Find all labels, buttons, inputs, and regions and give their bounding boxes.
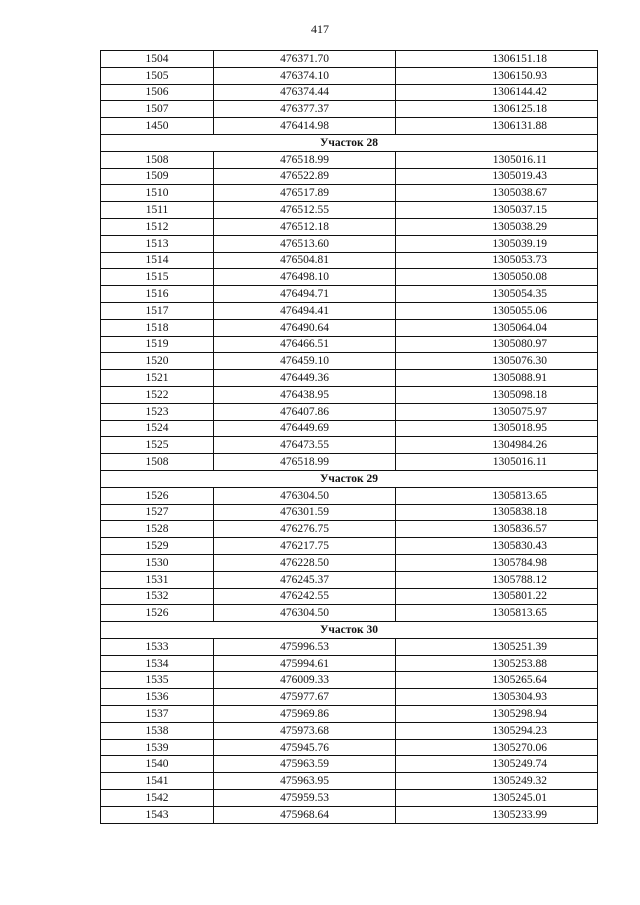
- table-row: [101, 336, 598, 353]
- table-row: [101, 353, 598, 370]
- table-row: [101, 235, 598, 252]
- point-number-cell: 1515: [101, 269, 214, 286]
- table-row: [101, 689, 598, 706]
- y-coordinate-cell: 1305019.43: [396, 168, 598, 185]
- y-coordinate-cell: 1305098.18: [396, 386, 598, 403]
- table-row: [101, 672, 598, 689]
- y-coordinate-cell: 1305233.99: [396, 806, 598, 823]
- table-row: [101, 521, 598, 538]
- section-row: [101, 622, 598, 639]
- table-row: [101, 302, 598, 319]
- x-coordinate-cell: 476473.55: [214, 437, 396, 454]
- y-coordinate-cell: 1305836.57: [396, 521, 598, 538]
- table-row: [101, 252, 598, 269]
- y-coordinate-cell: 1306144.42: [396, 84, 598, 101]
- y-coordinate-cell: 1305018.95: [396, 420, 598, 437]
- table-row: [101, 202, 598, 219]
- y-coordinate-cell: 1305265.64: [396, 672, 598, 689]
- x-coordinate-cell: 476518.99: [214, 454, 396, 471]
- point-number-cell: 1518: [101, 319, 214, 336]
- point-number-cell: 1512: [101, 218, 214, 235]
- x-coordinate-cell: 476374.44: [214, 84, 396, 101]
- y-coordinate-cell: 1305050.08: [396, 269, 598, 286]
- y-coordinate-cell: 1305813.65: [396, 605, 598, 622]
- table-row: [101, 554, 598, 571]
- table-row: [101, 504, 598, 521]
- point-number-cell: 1506: [101, 84, 214, 101]
- x-coordinate-cell: 476518.99: [214, 151, 396, 168]
- x-coordinate-cell: 476276.75: [214, 521, 396, 538]
- y-coordinate-cell: 1305838.18: [396, 504, 598, 521]
- x-coordinate-cell: 476301.59: [214, 504, 396, 521]
- y-coordinate-cell: 1305037.15: [396, 202, 598, 219]
- x-coordinate-cell: 476374.10: [214, 67, 396, 84]
- x-coordinate-cell: 476517.89: [214, 185, 396, 202]
- table-row: [101, 218, 598, 235]
- point-number-cell: 1530: [101, 554, 214, 571]
- table-row: [101, 756, 598, 773]
- y-coordinate-cell: 1305076.30: [396, 353, 598, 370]
- y-coordinate-cell: 1305016.11: [396, 454, 598, 471]
- point-number-cell: 1531: [101, 571, 214, 588]
- point-number-cell: 1529: [101, 538, 214, 555]
- table-row: [101, 706, 598, 723]
- table-row: [101, 403, 598, 420]
- point-number-cell: 1543: [101, 806, 214, 823]
- y-coordinate-cell: 1305270.06: [396, 739, 598, 756]
- section-title: Участок 28: [101, 134, 598, 151]
- y-coordinate-cell: 1306151.18: [396, 51, 598, 68]
- y-coordinate-cell: 1305038.67: [396, 185, 598, 202]
- table-row: [101, 185, 598, 202]
- table-row: [101, 168, 598, 185]
- point-number-cell: 1522: [101, 386, 214, 403]
- section-title: Участок 30: [101, 622, 598, 639]
- x-coordinate-cell: 476414.98: [214, 118, 396, 135]
- point-number-cell: 1520: [101, 353, 214, 370]
- table-row: [101, 386, 598, 403]
- point-number-cell: 1526: [101, 487, 214, 504]
- table-row: [101, 151, 598, 168]
- y-coordinate-cell: 1305039.19: [396, 235, 598, 252]
- x-coordinate-cell: 476494.71: [214, 286, 396, 303]
- point-number-cell: 1509: [101, 168, 214, 185]
- point-number-cell: 1537: [101, 706, 214, 723]
- x-coordinate-cell: 476490.64: [214, 319, 396, 336]
- y-coordinate-cell: 1305788.12: [396, 571, 598, 588]
- table-row: [101, 588, 598, 605]
- table-row: [101, 420, 598, 437]
- y-coordinate-cell: 1305830.43: [396, 538, 598, 555]
- y-coordinate-cell: 1305055.06: [396, 302, 598, 319]
- point-number-cell: 1542: [101, 790, 214, 807]
- table-row: [101, 571, 598, 588]
- table-row: [101, 67, 598, 84]
- point-number-cell: 1519: [101, 336, 214, 353]
- x-coordinate-cell: 475963.95: [214, 773, 396, 790]
- x-coordinate-cell: 476407.86: [214, 403, 396, 420]
- x-coordinate-cell: 476459.10: [214, 353, 396, 370]
- x-coordinate-cell: 476217.75: [214, 538, 396, 555]
- y-coordinate-cell: 1305294.23: [396, 722, 598, 739]
- table-row: [101, 101, 598, 118]
- table-row: [101, 722, 598, 739]
- y-coordinate-cell: 1306125.18: [396, 101, 598, 118]
- point-number-cell: 1507: [101, 101, 214, 118]
- table-row: [101, 538, 598, 555]
- x-coordinate-cell: 476371.70: [214, 51, 396, 68]
- x-coordinate-cell: 476522.89: [214, 168, 396, 185]
- point-number-cell: 1524: [101, 420, 214, 437]
- x-coordinate-cell: 475968.64: [214, 806, 396, 823]
- y-coordinate-cell: 1305801.22: [396, 588, 598, 605]
- point-number-cell: 1540: [101, 756, 214, 773]
- point-number-cell: 1526: [101, 605, 214, 622]
- x-coordinate-cell: 476449.36: [214, 370, 396, 387]
- coordinates-table-body: [101, 51, 598, 824]
- y-coordinate-cell: 1305075.97: [396, 403, 598, 420]
- section-row: [101, 470, 598, 487]
- x-coordinate-cell: 475996.53: [214, 638, 396, 655]
- x-coordinate-cell: 476438.95: [214, 386, 396, 403]
- y-coordinate-cell: 1306131.88: [396, 118, 598, 135]
- y-coordinate-cell: 1305249.74: [396, 756, 598, 773]
- x-coordinate-cell: 476304.50: [214, 487, 396, 504]
- table-row: [101, 739, 598, 756]
- y-coordinate-cell: 1305088.91: [396, 370, 598, 387]
- point-number-cell: 1504: [101, 51, 214, 68]
- point-number-cell: 1541: [101, 773, 214, 790]
- table-row: [101, 51, 598, 68]
- point-number-cell: 1539: [101, 739, 214, 756]
- y-coordinate-cell: 1305253.88: [396, 655, 598, 672]
- table-row: [101, 118, 598, 135]
- table-row: [101, 638, 598, 655]
- x-coordinate-cell: 475945.76: [214, 739, 396, 756]
- y-coordinate-cell: 1305304.93: [396, 689, 598, 706]
- point-number-cell: 1508: [101, 151, 214, 168]
- table-row: [101, 790, 598, 807]
- point-number-cell: 1525: [101, 437, 214, 454]
- point-number-cell: 1513: [101, 235, 214, 252]
- x-coordinate-cell: 476504.81: [214, 252, 396, 269]
- y-coordinate-cell: 1305249.32: [396, 773, 598, 790]
- y-coordinate-cell: 1305016.11: [396, 151, 598, 168]
- x-coordinate-cell: 476466.51: [214, 336, 396, 353]
- point-number-cell: 1514: [101, 252, 214, 269]
- point-number-cell: 1511: [101, 202, 214, 219]
- x-coordinate-cell: 476242.55: [214, 588, 396, 605]
- point-number-cell: 1516: [101, 286, 214, 303]
- table-row: [101, 286, 598, 303]
- point-number-cell: 1528: [101, 521, 214, 538]
- table-row: [101, 655, 598, 672]
- x-coordinate-cell: 476498.10: [214, 269, 396, 286]
- page-number: 417: [311, 22, 329, 36]
- x-coordinate-cell: 476228.50: [214, 554, 396, 571]
- x-coordinate-cell: 475969.86: [214, 706, 396, 723]
- y-coordinate-cell: 1304984.26: [396, 437, 598, 454]
- point-number-cell: 1535: [101, 672, 214, 689]
- point-number-cell: 1517: [101, 302, 214, 319]
- point-number-cell: 1450: [101, 118, 214, 135]
- y-coordinate-cell: 1306150.93: [396, 67, 598, 84]
- x-coordinate-cell: 476449.69: [214, 420, 396, 437]
- table-row: [101, 269, 598, 286]
- coordinates-table: [100, 50, 598, 824]
- point-number-cell: 1521: [101, 370, 214, 387]
- y-coordinate-cell: 1305784.98: [396, 554, 598, 571]
- x-coordinate-cell: 476245.37: [214, 571, 396, 588]
- point-number-cell: 1510: [101, 185, 214, 202]
- section-row: [101, 134, 598, 151]
- x-coordinate-cell: 476377.37: [214, 101, 396, 118]
- point-number-cell: 1534: [101, 655, 214, 672]
- table-row: [101, 319, 598, 336]
- y-coordinate-cell: 1305245.01: [396, 790, 598, 807]
- x-coordinate-cell: 475994.61: [214, 655, 396, 672]
- point-number-cell: 1505: [101, 67, 214, 84]
- table-row: [101, 454, 598, 471]
- point-number-cell: 1527: [101, 504, 214, 521]
- y-coordinate-cell: 1305298.94: [396, 706, 598, 723]
- y-coordinate-cell: 1305064.04: [396, 319, 598, 336]
- x-coordinate-cell: 475973.68: [214, 722, 396, 739]
- x-coordinate-cell: 475959.53: [214, 790, 396, 807]
- table-row: [101, 773, 598, 790]
- section-title: Участок 29: [101, 470, 598, 487]
- table-row: [101, 437, 598, 454]
- table-row: [101, 487, 598, 504]
- point-number-cell: 1538: [101, 722, 214, 739]
- x-coordinate-cell: 476009.33: [214, 672, 396, 689]
- x-coordinate-cell: 476494.41: [214, 302, 396, 319]
- table-row: [101, 806, 598, 823]
- y-coordinate-cell: 1305054.35: [396, 286, 598, 303]
- x-coordinate-cell: 476304.50: [214, 605, 396, 622]
- y-coordinate-cell: 1305038.29: [396, 218, 598, 235]
- x-coordinate-cell: 476512.18: [214, 218, 396, 235]
- point-number-cell: 1508: [101, 454, 214, 471]
- point-number-cell: 1532: [101, 588, 214, 605]
- table-row: [101, 605, 598, 622]
- table-row: [101, 84, 598, 101]
- point-number-cell: 1533: [101, 638, 214, 655]
- table-row: [101, 370, 598, 387]
- y-coordinate-cell: 1305080.97: [396, 336, 598, 353]
- y-coordinate-cell: 1305813.65: [396, 487, 598, 504]
- y-coordinate-cell: 1305251.39: [396, 638, 598, 655]
- x-coordinate-cell: 475977.67: [214, 689, 396, 706]
- point-number-cell: 1536: [101, 689, 214, 706]
- x-coordinate-cell: 476512.55: [214, 202, 396, 219]
- x-coordinate-cell: 476513.60: [214, 235, 396, 252]
- x-coordinate-cell: 475963.59: [214, 756, 396, 773]
- y-coordinate-cell: 1305053.73: [396, 252, 598, 269]
- point-number-cell: 1523: [101, 403, 214, 420]
